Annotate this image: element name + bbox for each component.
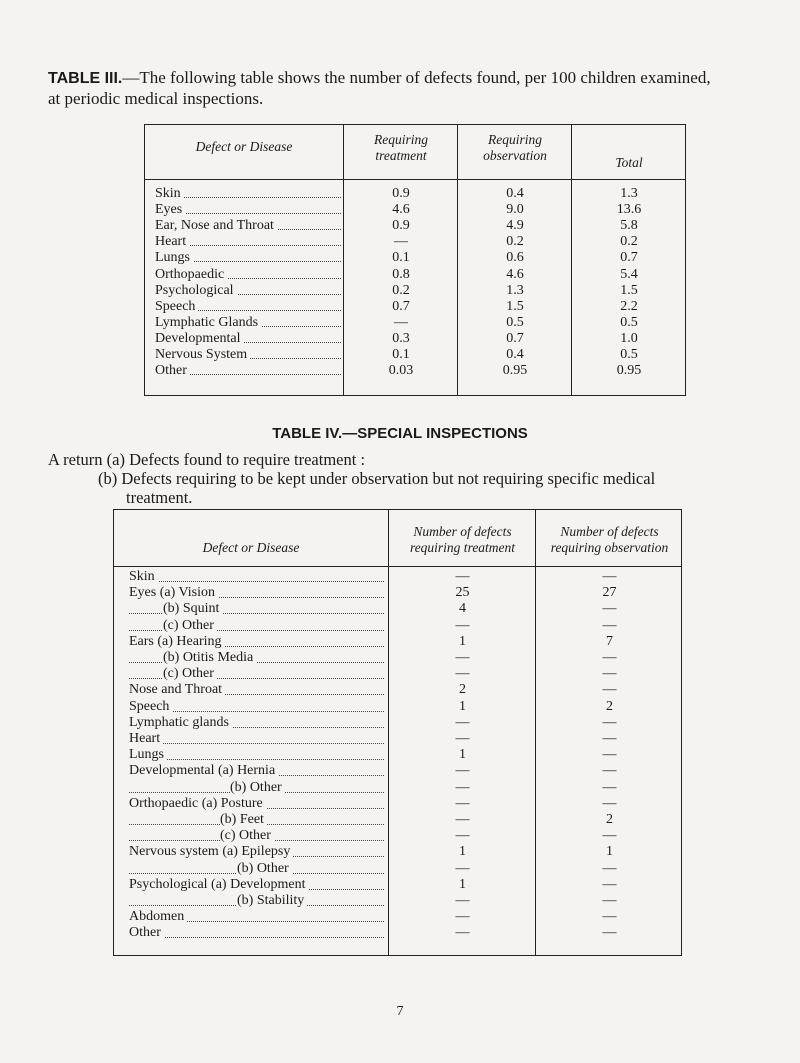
cell-treatment: — (394, 234, 408, 250)
table-row (114, 569, 681, 585)
table-row (145, 218, 685, 233)
table3-caption (48, 68, 760, 109)
table-row (145, 331, 685, 346)
cell-observation: 0.4 (506, 186, 524, 201)
cell-treatment: 0.9 (392, 218, 410, 234)
cell-treatment: — (455, 795, 470, 811)
row-label-text: Eyes (155, 202, 185, 217)
table4-header-rule (114, 566, 681, 567)
row-label-text: Developmental (a) Hernia (129, 763, 278, 778)
cell-observation: — (602, 828, 617, 844)
row-label-text: Orthopaedic (a) Posture (129, 796, 266, 811)
cell-observation: 1.3 (506, 282, 524, 298)
table4-col-observation (537, 524, 682, 556)
cell-treatment: 0.2 (392, 282, 410, 298)
cell-observation: — (602, 925, 617, 941)
row-label-text: (b) Otitis Media (163, 650, 256, 665)
row-label-text: Nervous System (155, 347, 250, 362)
cell-total: 0.7 (620, 250, 638, 266)
cell-observation: 0.6 (506, 250, 524, 266)
row-label-text: (b) Other (237, 861, 292, 876)
table-row (114, 650, 681, 666)
table-row (114, 715, 681, 731)
table-row (114, 796, 681, 812)
row-label (129, 699, 384, 715)
row-label (129, 585, 384, 601)
table-row (114, 893, 681, 909)
table-row (145, 267, 685, 282)
row-label-text: Abdomen (129, 909, 187, 924)
row-label-text: Lymphatic glands (129, 715, 232, 730)
table-row (114, 844, 681, 860)
table-row (114, 812, 681, 828)
cell-treatment: 0.1 (392, 250, 410, 266)
row-label (129, 844, 384, 860)
cell-observation: 2 (606, 812, 613, 827)
row-label-text: Nose and Throat (129, 682, 225, 697)
table-row (114, 731, 681, 747)
cell-observation: — (602, 731, 617, 746)
cell-observation: 1 (606, 844, 613, 860)
cell-observation: — (602, 682, 617, 698)
table4-intro-line2: (b) Defects requiring to be kept under observation but not requiring specific medical (98, 469, 656, 488)
row-label (155, 250, 341, 265)
row-label (129, 763, 384, 779)
table3-col-observation (459, 132, 571, 164)
table-row (114, 634, 681, 650)
row-label-text: Lungs (129, 747, 167, 762)
cell-total: 0.95 (616, 363, 642, 379)
cell-total: 13.6 (616, 202, 642, 218)
row-label (155, 218, 341, 233)
row-label-text: Skin (129, 569, 158, 584)
row-label (155, 315, 341, 330)
row-label (155, 347, 341, 362)
cell-observation: 0.4 (506, 347, 524, 362)
row-label (129, 650, 384, 666)
cell-observation: — (602, 601, 617, 617)
table3-col-treatment-line1: Requiring (374, 132, 428, 147)
cell-observation: 0.2 (506, 234, 524, 250)
cell-total: 1.0 (620, 330, 638, 346)
cell-treatment: — (455, 617, 470, 633)
row-label (129, 909, 384, 925)
table-row (114, 666, 681, 682)
row-label (129, 731, 384, 747)
table-row (145, 315, 685, 330)
table4-intro-line1: A return (a) Defects found to require treatment : (48, 450, 366, 469)
table3-col-treatment (345, 132, 457, 164)
cell-total: 1.5 (620, 282, 638, 298)
table-row (114, 682, 681, 698)
row-label-text: Skin (155, 186, 184, 201)
table-row (145, 363, 685, 378)
cell-total: 5.8 (620, 218, 638, 234)
table3-col-treatment-line2: treatment (375, 148, 427, 163)
table-row (145, 250, 685, 265)
table4-col-treatment (390, 524, 535, 556)
table-row (114, 601, 681, 617)
table4-col-defect: Defect or Disease (202, 540, 300, 555)
row-label (129, 812, 384, 828)
table4-col-treatment-line2: requiring treatment (409, 540, 516, 555)
row-label-text: Developmental (155, 331, 244, 346)
table-row (114, 925, 681, 941)
cell-observation: — (602, 876, 617, 892)
table4-intro (48, 450, 768, 507)
cell-total: 0.5 (620, 314, 638, 330)
table-row (145, 202, 685, 217)
cell-total: 1.3 (620, 186, 638, 201)
cell-treatment: 1 (459, 876, 466, 892)
cell-treatment: 0.7 (392, 298, 410, 314)
table3-col-defect: Defect or Disease (195, 139, 293, 154)
row-label (155, 283, 341, 298)
row-label-text: Eyes (a) Vision (129, 585, 218, 600)
table-row (114, 861, 681, 877)
table-row (114, 747, 681, 763)
table-row (114, 585, 681, 601)
table-row (114, 909, 681, 925)
cell-observation: 4.9 (506, 218, 524, 234)
row-label-text: Speech (129, 699, 172, 714)
cell-treatment: 0.9 (392, 186, 410, 201)
row-label-text: Psychological (155, 283, 237, 298)
row-label (129, 780, 384, 796)
table-row (114, 618, 681, 634)
cell-observation: 0.5 (506, 314, 524, 330)
row-label (129, 715, 384, 731)
table3-caption-text: —The following table shows the number of defects found, per 100 children examined, (122, 68, 711, 87)
cell-total: 0.5 (620, 347, 638, 362)
cell-treatment: 1 (459, 633, 466, 649)
table3 (144, 124, 686, 396)
row-label-text: Ears (a) Hearing (129, 634, 225, 649)
cell-observation: — (602, 617, 617, 633)
cell-treatment: 25 (455, 585, 470, 601)
cell-treatment: 2 (459, 682, 466, 698)
row-label-text: Speech (155, 299, 198, 314)
cell-observation: 4.6 (506, 266, 524, 282)
page-number: 7 (396, 1004, 404, 1019)
row-label-text: (b) Stability (237, 893, 307, 908)
cell-treatment: — (455, 714, 470, 730)
row-label (129, 618, 384, 634)
cell-observation: — (602, 779, 617, 795)
cell-total: 0.2 (620, 234, 638, 250)
row-label-text: Other (129, 925, 164, 940)
cell-treatment: 0.3 (392, 330, 410, 346)
row-label-text: (b) Squint (163, 601, 222, 616)
cell-observation: 0.7 (506, 330, 524, 346)
row-label (129, 601, 384, 617)
cell-observation: 1.5 (506, 298, 524, 314)
table4-title: TABLE IV.—SPECIAL INSPECTIONS (272, 425, 528, 442)
cell-treatment: — (455, 650, 470, 665)
table-row (145, 299, 685, 314)
cell-treatment: — (455, 909, 470, 925)
cell-observation: 2 (606, 698, 613, 714)
cell-treatment: — (455, 893, 470, 908)
table3-label: TABLE III. (48, 70, 123, 87)
cell-treatment: — (455, 569, 470, 584)
cell-treatment: — (394, 314, 408, 330)
cell-treatment: 0.8 (392, 266, 410, 282)
row-label-text: (b) Feet (220, 812, 267, 827)
table-row (145, 283, 685, 298)
cell-treatment: — (455, 828, 470, 844)
table-row (145, 186, 685, 201)
cell-treatment: 4 (459, 601, 466, 617)
cell-observation: — (602, 860, 617, 876)
row-label-text: Nervous system (a) Epilepsy (129, 844, 293, 859)
cell-observation: — (602, 714, 617, 730)
cell-total: 5.4 (620, 266, 638, 282)
cell-observation: — (602, 763, 617, 779)
table3-col-observation-line2: observation (483, 148, 547, 163)
cell-treatment: — (455, 763, 470, 779)
row-label (129, 569, 384, 585)
row-label (155, 363, 341, 378)
cell-treatment: 1 (459, 747, 466, 763)
row-label (129, 666, 384, 682)
row-label (129, 925, 384, 941)
table4-intro-line3: treatment. (126, 488, 193, 507)
cell-total: 2.2 (620, 298, 638, 314)
cell-observation: 9.0 (506, 202, 524, 218)
row-label (129, 682, 384, 698)
cell-treatment: 0.1 (392, 347, 410, 362)
table-row (114, 828, 681, 844)
row-label-text: Ear, Nose and Throat (155, 218, 277, 233)
table-row (114, 763, 681, 779)
row-label (155, 331, 341, 346)
row-label-text: Heart (155, 234, 189, 249)
cell-treatment: — (455, 731, 470, 746)
cell-treatment: — (455, 666, 470, 682)
table4-col-observation-line1: Number of defects (560, 524, 659, 539)
cell-treatment: — (455, 779, 470, 795)
cell-treatment: 1 (459, 698, 466, 714)
table-row (145, 234, 685, 249)
row-label-text: (b) Other (230, 780, 285, 795)
table3-caption-line2: at periodic medical inspections. (48, 89, 264, 108)
row-label-text: (c) Other (220, 828, 274, 843)
cell-observation: — (602, 747, 617, 763)
cell-treatment: — (455, 860, 470, 876)
row-label (155, 202, 341, 217)
table-row (114, 780, 681, 796)
table-row (114, 877, 681, 893)
row-label (129, 893, 384, 909)
cell-treatment: — (455, 812, 470, 827)
cell-observation: — (602, 893, 617, 908)
cell-observation: — (602, 909, 617, 925)
cell-treatment: 4.6 (392, 202, 410, 218)
table3-col-observation-line1: Requiring (488, 132, 542, 147)
row-label (155, 186, 341, 201)
row-label-text: Psychological (a) Development (129, 877, 309, 892)
row-label (129, 861, 384, 877)
row-label-text: (c) Other (163, 618, 217, 633)
row-label-text: (c) Other (163, 666, 217, 681)
row-label (129, 747, 384, 763)
row-label-text: Other (155, 363, 190, 378)
table3-col-total: Total (615, 155, 643, 170)
cell-observation: — (602, 650, 617, 665)
cell-observation: — (602, 666, 617, 682)
row-label (129, 796, 384, 812)
cell-observation: 27 (602, 585, 617, 601)
table4 (113, 509, 682, 956)
row-label-text: Lymphatic Glands (155, 315, 261, 330)
row-label-text: Lungs (155, 250, 193, 265)
row-label (129, 877, 384, 893)
row-label (155, 267, 341, 282)
row-label (129, 634, 384, 650)
row-label-text: Heart (129, 731, 163, 746)
row-label (155, 299, 341, 314)
row-label (129, 828, 384, 844)
table4-col-treatment-line1: Number of defects (413, 524, 512, 539)
table4-col-observation-line2: requiring observation (550, 540, 669, 555)
row-label (155, 234, 341, 249)
cell-observation: — (602, 795, 617, 811)
cell-observation: — (602, 569, 617, 584)
cell-observation: 0.95 (502, 363, 528, 379)
table-row (145, 347, 685, 362)
cell-observation: 7 (606, 633, 613, 649)
cell-treatment: — (455, 925, 470, 941)
row-label-text: Orthopaedic (155, 267, 227, 282)
table-row (114, 699, 681, 715)
cell-treatment: 0.03 (388, 363, 414, 379)
cell-treatment: 1 (459, 844, 466, 860)
table3-header-rule (145, 179, 685, 180)
